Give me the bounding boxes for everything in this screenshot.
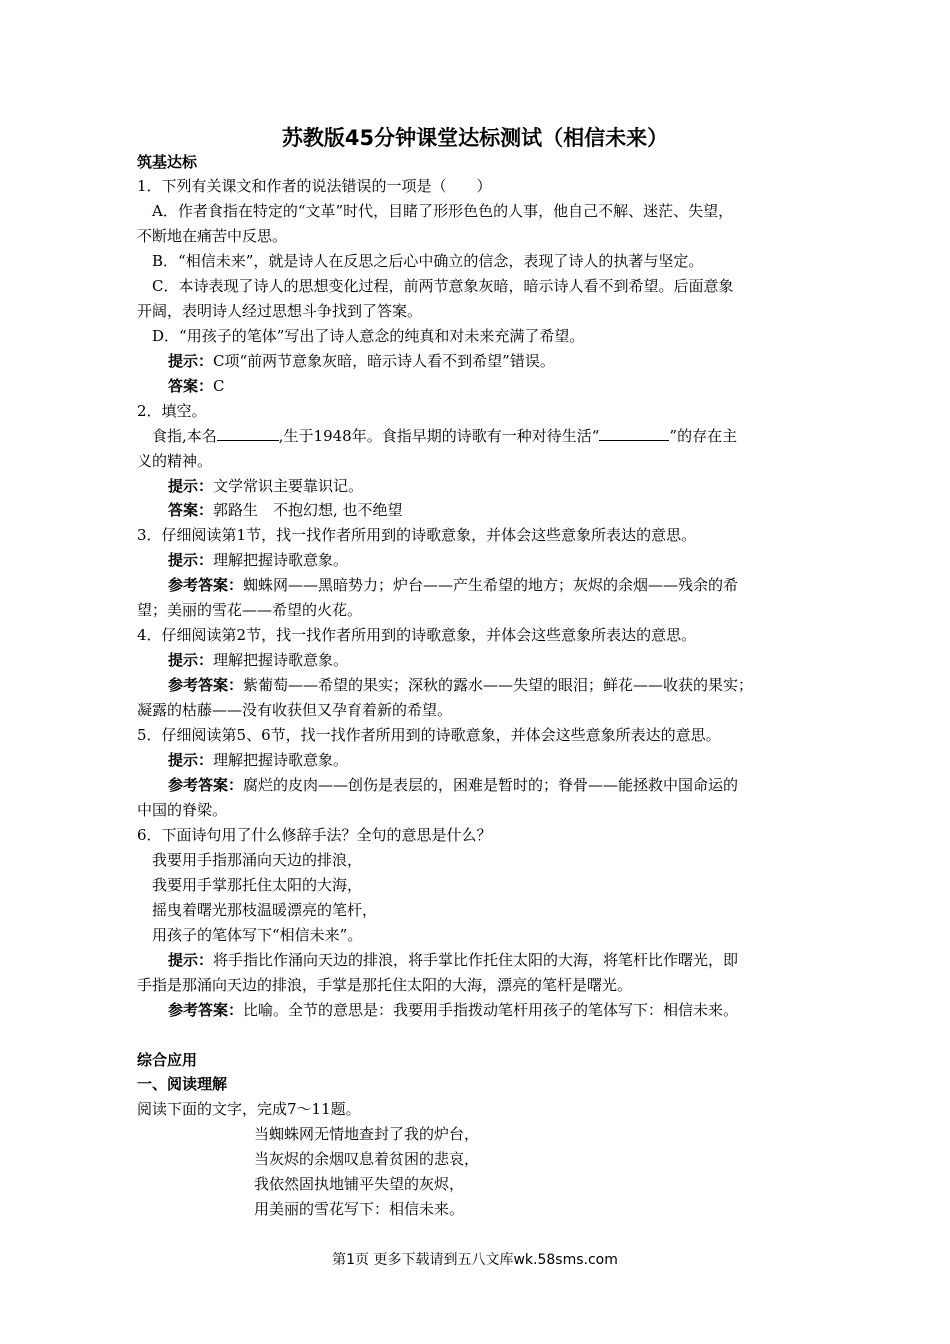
q1-answer (168, 376, 225, 396)
q2-fill-line1 (152, 426, 737, 446)
reading-poem-line: 用美丽的雪花写下：相信未来。 (254, 1200, 465, 1218)
q1-option-b: B．“相信未来”，就是诗人在反思之后心中确立的信念，表现了诗人的执著与坚定。 (152, 252, 704, 270)
q3-answer-line1 (168, 575, 738, 595)
answer-text: 蜘蛛网——黑暗势力；炉台——产生希望的地方；灰烬的余烟——残余的希 (243, 576, 739, 594)
q6-poem-line: 我要用手指那涌向天边的排浪， (152, 851, 363, 869)
q1-hint (168, 351, 555, 371)
answer-label: 参考答案： (168, 576, 244, 594)
q5-hint (168, 750, 348, 770)
hint-text: 将手指比作涌向天边的排浪，将手掌比作托住太阳的大海，将笔杆比作曙光，即 (213, 951, 739, 969)
answer-text: 腐烂的皮肉——创伤是表层的，困难是暂时的；脊骨——能拯救中国命运的 (243, 776, 739, 794)
q6-poem-line: 我要用手掌那托住太阳的大海， (152, 876, 363, 894)
q6-stem: 6．下面诗句用了什么修辞手法？全句的意思是什么？ (137, 826, 492, 844)
page-footer: 第1页 更多下载请到五八文库wk.58sms.com (332, 1252, 618, 1268)
q1-stem: 1．下列有关课文和作者的说法错误的一项是（ ） (137, 177, 492, 195)
q5-stem: 5．仔细阅读第5、6节，找一找作者所用到的诗歌意象，并体会这些意象所表达的意思。 (137, 726, 721, 744)
reading-poem-line: 当蜘蛛网无情地查封了我的炉台， (254, 1125, 480, 1143)
q1-option-c-line1: C．本诗表现了诗人的思想变化过程，前两节意象灰暗，暗示诗人看不到希望。后面意象 (152, 277, 734, 295)
q1-option-c-line2: 开阔，表明诗人经过思想斗争找到了答案。 (137, 302, 423, 320)
fill-text-a: 食指,本名 (152, 427, 217, 445)
q1-option-a-line2: 不断地在痛苦中反思。 (137, 227, 288, 245)
q6-hint-line2: 手指是那涌向天边的排浪，手掌是那托住太阳的大海，漂亮的笔杆是曙光。 (137, 976, 633, 994)
q1-option-a-line1: A．作者食指在特定的“文革”时代，目睹了形形色色的人事，他自己不解、迷茫、失望， (152, 202, 734, 220)
q4-answer-line1 (168, 675, 753, 695)
answer-label: 参考答案： (168, 776, 244, 794)
hint-label: 提示： (168, 951, 214, 969)
answer-label: 参考答案： (168, 676, 244, 694)
q2-fill-line2: 义的精神。 (137, 452, 213, 470)
fill-blank-2 (599, 426, 669, 441)
answer-text: 紫葡萄——希望的果实；深秋的露水——失望的眼泪；鲜花——收获的果实； (243, 676, 754, 694)
hint-text: 文学常识主要靠识记。 (213, 477, 364, 495)
section-heading-basic: 筑基达标 (137, 153, 198, 171)
q4-answer-line2: 凝露的枯藤——没有收获但又孕育着新的希望。 (137, 701, 453, 719)
q3-answer-line2: 望；美丽的雪花——希望的火花。 (137, 601, 363, 619)
q3-hint (168, 550, 348, 570)
q5-answer-line1 (168, 775, 738, 795)
section-heading-reading: 一、阅读理解 (137, 1075, 228, 1093)
q6-hint-line1 (168, 950, 738, 970)
q4-hint (168, 650, 348, 670)
hint-label: 提示： (168, 477, 214, 495)
page-title: 苏教版45分钟课堂达标测试（相信未来） (281, 126, 669, 150)
q2-stem: 2．填空。 (137, 402, 207, 420)
answer-text: C (213, 377, 225, 395)
q6-answer (168, 1000, 738, 1020)
fill-text-c: ”的存在主 (669, 427, 738, 445)
fill-blank-1 (217, 426, 279, 441)
hint-label: 提示： (168, 352, 214, 370)
hint-text: C项“前两节意象灰暗，暗示诗人看不到希望”错误。 (213, 352, 555, 370)
answer-text: 比喻。全节的意思是：我要用手指拨动笔杆用孩子的笔体写下：相信未来。 (243, 1001, 739, 1019)
reading-intro: 阅读下面的文字，完成7～11题。 (137, 1100, 361, 1118)
reading-poem-line: 当灰烬的余烟叹息着贫困的悲哀， (254, 1150, 480, 1168)
q3-stem: 3．仔细阅读第1节，找一找作者所用到的诗歌意象，并体会这些意象所表达的意思。 (137, 526, 697, 544)
answer-label: 答案： (168, 501, 214, 519)
hint-label: 提示： (168, 651, 214, 669)
hint-text: 理解把握诗歌意象。 (213, 551, 349, 569)
q2-answer (168, 500, 403, 520)
answer-label: 参考答案： (168, 1001, 244, 1019)
answer-text: 郭路生 不抱幻想, 也不绝望 (213, 501, 403, 519)
q1-option-d: D．“用孩子的笔体”写出了诗人意念的纯真和对未来充满了希望。 (152, 327, 585, 345)
fill-text-b: ,生于1948年。食指早期的诗歌有一种对待生活“ (278, 427, 600, 445)
hint-text: 理解把握诗歌意象。 (213, 651, 349, 669)
q6-poem-line: 摇曳着曙光那枝温暖漂亮的笔杆， (152, 901, 378, 919)
hint-label: 提示： (168, 551, 214, 569)
section-heading-applied: 综合应用 (137, 1051, 198, 1069)
answer-label: 答案： (168, 377, 214, 395)
hint-text: 理解把握诗歌意象。 (213, 751, 349, 769)
q5-answer-line2: 中国的脊梁。 (137, 801, 228, 819)
q6-poem-line: 用孩子的笔体写下“相信未来”。 (152, 926, 363, 944)
hint-label: 提示： (168, 751, 214, 769)
reading-poem-line: 我依然固执地铺平失望的灰烬， (254, 1175, 465, 1193)
q2-hint (168, 476, 363, 496)
q4-stem: 4．仔细阅读第2节，找一找作者所用到的诗歌意象，并体会这些意象所表达的意思。 (137, 626, 697, 644)
